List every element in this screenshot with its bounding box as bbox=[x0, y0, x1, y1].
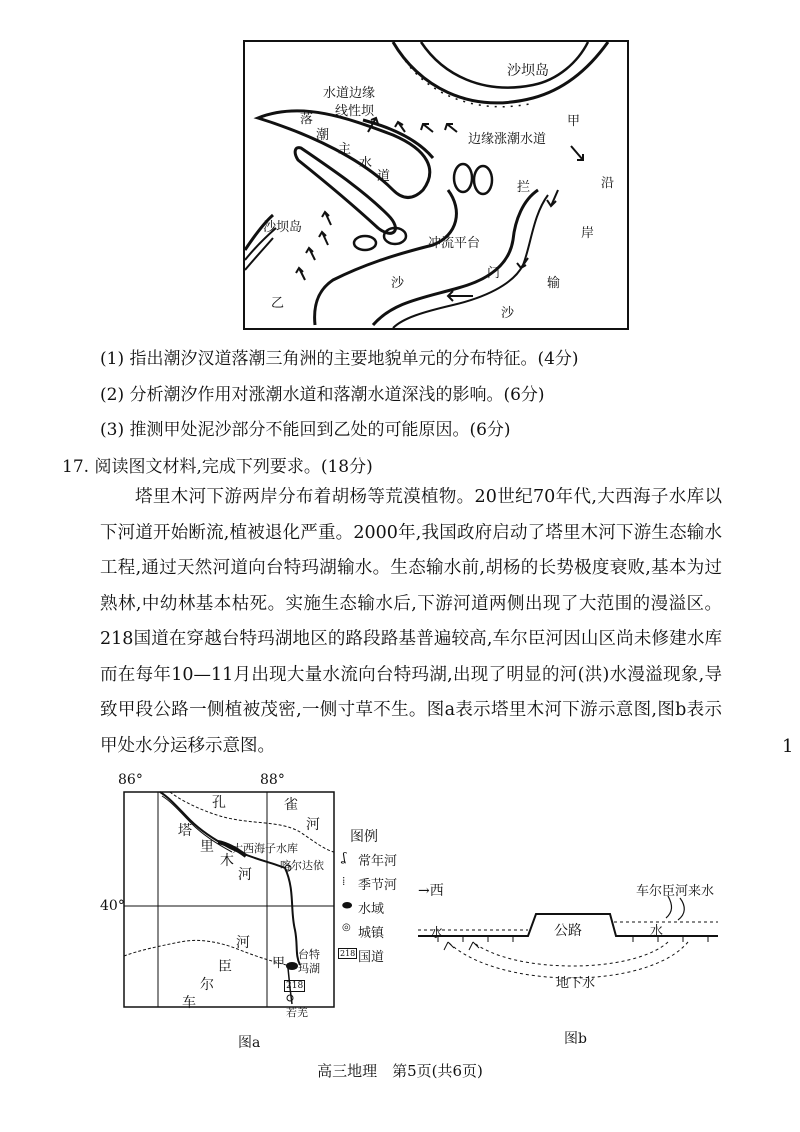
figure-b-diagram bbox=[418, 870, 738, 1050]
label-sha-bottom: 沙 bbox=[391, 276, 405, 291]
legend-town: 城镇 bbox=[358, 926, 385, 941]
legend-water-icon: ⬬ bbox=[342, 898, 353, 912]
label-yan: 沿 bbox=[601, 176, 615, 191]
lon-88-label: 88° bbox=[260, 772, 285, 788]
figb-west: →西 bbox=[418, 883, 444, 899]
label-shui: 水 bbox=[359, 156, 373, 171]
legend-seasonal-river-icon: ⁞ bbox=[342, 874, 346, 888]
map-kaerdayi: 喀尔达依 bbox=[280, 859, 324, 872]
figb-water-left: 水 bbox=[430, 926, 444, 941]
label-an: 岸 bbox=[581, 226, 595, 241]
map-jia: 甲 bbox=[272, 956, 286, 971]
map-kong: 孔 bbox=[212, 795, 226, 811]
map-road-218: 218 bbox=[286, 981, 304, 991]
label-shu: 输 bbox=[547, 276, 561, 291]
lon-86-label: 86° bbox=[118, 772, 143, 788]
map-mu: 木 bbox=[220, 853, 234, 869]
lat-40-label: 40° bbox=[100, 898, 125, 914]
label-zhu: 主 bbox=[338, 142, 352, 157]
legend-town-icon: ◎ bbox=[342, 922, 351, 933]
question-17-header: 17. 阅读图文材料,完成下列要求。(18分) bbox=[62, 457, 373, 477]
map-ruoqiang: 若羌 bbox=[286, 1006, 308, 1019]
map-chen: 臣 bbox=[218, 959, 232, 975]
figure-a-map bbox=[100, 770, 340, 1050]
map-ta: 塔 bbox=[178, 823, 192, 839]
question-2: (2) 分析潮汐作用对涨潮水道和落潮水道深浅的影响。(6分) bbox=[100, 385, 545, 405]
legend-perennial-river-icon: ʆ bbox=[342, 850, 346, 864]
figure-a-caption: 图a bbox=[238, 1035, 261, 1051]
map-er: 尔 bbox=[200, 977, 214, 993]
map-he-kongque: 河 bbox=[306, 817, 320, 833]
page-footer: 高三地理 第5页(共6页) bbox=[317, 1062, 483, 1080]
map-taite: 台特 bbox=[298, 948, 320, 961]
label-swash-platform: 冲流平台 bbox=[428, 236, 481, 251]
label-chao: 潮 bbox=[316, 128, 330, 143]
figb-source: 车尔臣河来水 bbox=[636, 884, 715, 899]
tidal-delta-drawing bbox=[243, 40, 629, 330]
map-mahu: 玛湖 bbox=[298, 962, 320, 975]
label-yi: 乙 bbox=[271, 296, 285, 311]
label-bar-island-ne: 沙坝岛 bbox=[507, 63, 549, 79]
figb-groundwater: 地下水 bbox=[556, 976, 596, 991]
legend-water: 水域 bbox=[358, 902, 385, 917]
margin-mark: 1 bbox=[782, 736, 794, 757]
figure-b-caption: 图b bbox=[564, 1031, 587, 1047]
legend-road-icon: 218 bbox=[340, 949, 356, 958]
label-lan: 拦 bbox=[517, 180, 531, 195]
map-he-cherchen: 河 bbox=[236, 935, 250, 951]
map-li: 里 bbox=[200, 839, 214, 855]
label-bar-island-w: 沙坝岛 bbox=[263, 220, 303, 235]
legend-road: 国道 bbox=[358, 950, 385, 965]
map-daxihaizi: 大西海子水库 bbox=[232, 842, 298, 855]
figb-water-right: 水 bbox=[650, 924, 664, 939]
map-que: 雀 bbox=[284, 797, 298, 813]
legend-title: 图例 bbox=[350, 829, 378, 845]
question-1: (1) 指出潮汐汊道落潮三角洲的主要地貌单元的分布特征。(4分) bbox=[100, 349, 579, 369]
question-3: (3) 推测甲处泥沙部分不能回到乙处的可能原因。(6分) bbox=[100, 420, 511, 440]
label-linear-bar: 线性坝 bbox=[335, 104, 375, 119]
map-che: 车 bbox=[182, 995, 196, 1011]
label-sha-right: 沙 bbox=[501, 306, 515, 321]
legend-seasonal-river: 季节河 bbox=[358, 878, 398, 893]
label-dao: 道 bbox=[377, 169, 391, 184]
map-legend bbox=[342, 822, 422, 972]
label-channel-margin: 水道边缘 bbox=[323, 86, 376, 101]
label-jia: 甲 bbox=[567, 114, 581, 129]
legend-perennial-river: 常年河 bbox=[358, 854, 398, 869]
figb-road: 公路 bbox=[554, 923, 582, 939]
map-he-tarim: 河 bbox=[238, 867, 252, 883]
label-men: 门 bbox=[487, 266, 501, 281]
material-text: 塔里木河下游两岸分布着胡杨等荒漠植物。20世纪70年代,大西海子水库以下河道开始断流,植被退化严重。2000年,我国政府启动了塔里木河下游生态输水工程,通过天然河道向台特玛湖输水。生态输水前,胡杨的长势极度衰败,基本为过熟林,中幼林基本枯死。实施生态输水后,下游河道两侧出现了大范围的漫溢区。218国道在穿越台特玛湖地区的路段路基普遍较高,车尔臣河因山区尚未修建水库而在每年10—11月出现大量水流向台特玛湖,出现了明显的河(洪)水漫溢现象,导致甲段公路一侧植被茂密,一侧寸草不生。图a表示塔里木河下游示意图,图b表示甲处水分运移示意图。 bbox=[100, 487, 722, 756]
label-marginal-flood-channel: 边缘涨潮水道 bbox=[468, 132, 547, 147]
label-luo: 落 bbox=[300, 112, 314, 127]
question-17-material bbox=[100, 480, 722, 764]
tidal-delta-figure bbox=[243, 40, 629, 330]
